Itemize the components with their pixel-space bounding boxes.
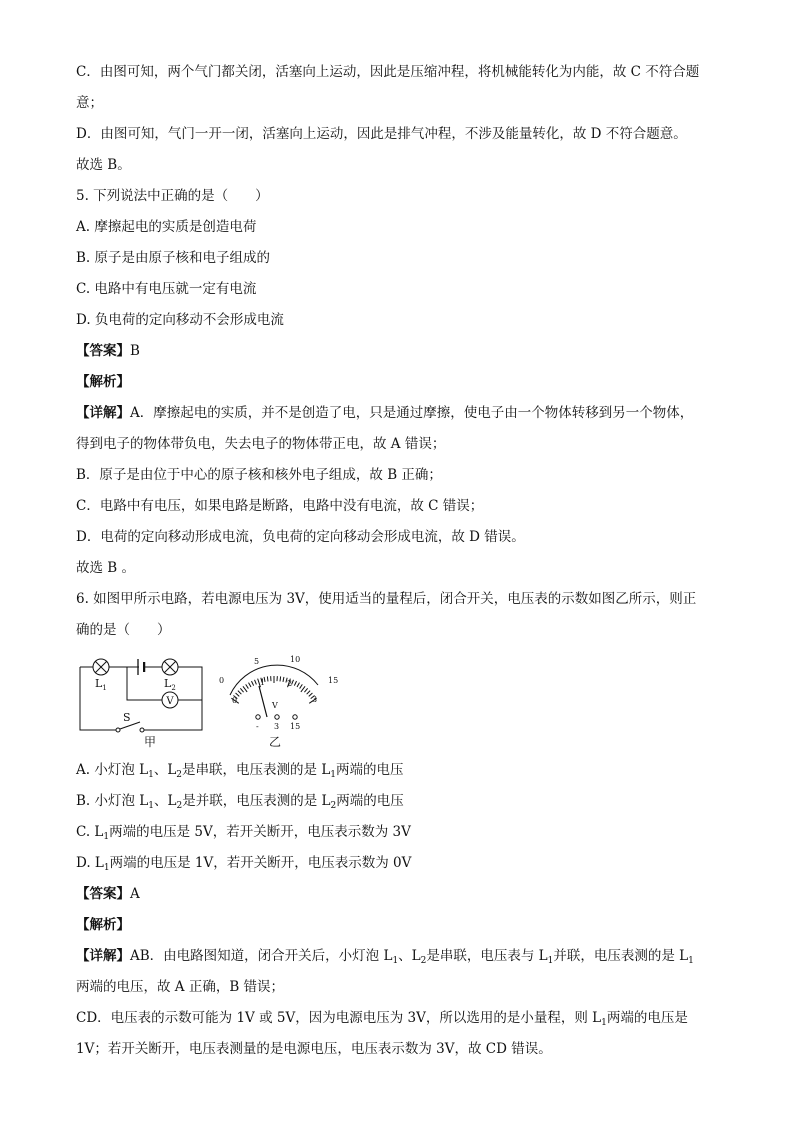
option-6d: D. $L_1$两端的电压是 1V，若开关断开，电压表示数为 0V — [76, 855, 412, 873]
question-6: 6. 如图甲所示电路，若电源电压为 3V，使用适当的量程后，闭合开关，电压表的示数如图乙所示，则正 — [76, 591, 697, 607]
terminal-15 — [293, 715, 297, 719]
detail-text: A．摩擦起电的实质，并不是创造了电，只是通过摩擦，使电子由一个物体转移到另一个物体， — [130, 405, 694, 421]
option-a: A. 摩擦起电的实质是创造电荷 — [76, 219, 257, 235]
circuit-diagram — [80, 659, 202, 735]
dial-tick — [267, 676, 268, 681]
l2-label: $L_2$ — [164, 677, 176, 692]
scale-bottom-3: 3 — [312, 695, 318, 704]
text-line: D．电荷的定向移动形成电流，负电荷的定向移动会形成电流，故 D 错误。 — [76, 529, 525, 545]
detail-label: 【详解】 — [76, 948, 130, 964]
switch-contact — [140, 728, 144, 732]
l1-label: $L_1$ — [95, 677, 107, 692]
text-line: 得到电子的物体带负电，失去电子的物体带正电，故 A 错误； — [76, 436, 446, 452]
scale-bottom-0: 0 — [232, 696, 238, 705]
voltmeter-label: V — [166, 696, 174, 707]
dial-tick — [304, 688, 307, 692]
detail-line: 【详解】AB．由电路图知道，闭合开关后，小灯泡 $L_1$、$L_2$是串联，电压表与 $L_1$并联，电压表测的是 $L_1$ — [76, 948, 694, 966]
terminal-3 — [275, 715, 279, 719]
text-line: 1V；若开关断开，电压表测量的是电源电压，电压表示数为 3V，故 CD 错误。 — [76, 1041, 552, 1057]
option-6a: A. 小灯泡 $L_1$、$L_2$是串联，电压表测的是 $L_1$两端的电压 — [76, 762, 404, 780]
dial-tick — [307, 691, 310, 695]
dial-tick — [249, 683, 251, 687]
circuit-caption: 甲 — [144, 735, 157, 749]
dial-tick — [238, 691, 241, 695]
scale-top-0: 0 — [219, 676, 225, 685]
dial-tick — [301, 686, 305, 692]
text-line: C．由图可知，两个气门都关闭，活塞向上运动，因此是压缩冲程，将机械能转化为内能，故 C 不符合题 — [76, 64, 700, 80]
dial-tick — [240, 688, 243, 692]
option-6b: B. 小灯泡 $L_1$、$L_2$是并联，电压表测的是 $L_2$两端的电压 — [76, 793, 404, 811]
detail-label: 【详解】 — [76, 405, 130, 421]
text-line: 意； — [76, 95, 103, 111]
switch-contact — [116, 728, 120, 732]
dial-tick — [246, 684, 249, 688]
scale-bottom-2: 2 — [287, 679, 293, 688]
text-line: CD．电压表的示数可能为 1V 或 5V，因为电源电压为 3V，所以选用的是小量程，则 $L_1$两端的电压是 — [76, 1010, 688, 1028]
text-line: 故选 B。 — [76, 157, 131, 173]
voltmeter-wire — [178, 667, 202, 700]
option-c: C. 电路中有电压就一定有电流 — [76, 281, 257, 297]
text-line: D．由图可知，气门一开一闭，活塞向上运动，因此是排气冲程，不涉及能量转化，故 D 不符合题意。 — [76, 126, 687, 142]
meter-unit: V — [272, 701, 278, 710]
analysis-label: 【解析】 — [76, 374, 130, 390]
scale-top-10: 10 — [290, 655, 301, 664]
question-5: 5. 下列说法中正确的是（ ） — [76, 188, 269, 204]
dial-tick — [297, 683, 299, 687]
text-line: B．原子是由位于中心的原子核和核外电子组成，故 B 正确； — [76, 467, 442, 483]
question-6-cont: 确的是（ ） — [76, 622, 171, 638]
analysis-label: 【解析】 — [76, 917, 130, 933]
dial-tick — [280, 676, 281, 681]
scale-bottom-1: 1 — [260, 678, 266, 687]
voltmeter-dial — [230, 665, 318, 719]
detail-line — [76, 403, 693, 423]
answer-label: 【答案】 — [76, 343, 130, 359]
text-line: C．电路中有电压，如果电路是断路，电路中没有电流，故 C 错误； — [76, 498, 484, 514]
dial-tick — [294, 681, 296, 686]
dial-tick — [255, 680, 257, 685]
answer-value: A — [130, 886, 140, 902]
answer-6 — [76, 884, 140, 904]
dial-tick — [283, 677, 284, 682]
dial-tick — [251, 681, 253, 686]
meter-needle — [259, 686, 267, 717]
option-d: D. 负电荷的定向移动不会形成电流 — [76, 312, 284, 328]
answer-5 — [76, 341, 140, 361]
meter-caption: 乙 — [269, 735, 282, 749]
switch-label: S — [123, 711, 131, 724]
terminal-label: 3 — [274, 722, 280, 731]
scale-top-15: 15 — [328, 676, 339, 685]
text-line: 故选 B 。 — [76, 560, 136, 576]
terminal-label: 15 — [290, 722, 301, 731]
circuit-and-meter-figure — [72, 650, 352, 750]
scale-top-5: 5 — [254, 657, 260, 666]
text-line: 两端的电压，故 A 正确，B 错误； — [76, 979, 285, 995]
dial-tick — [243, 686, 247, 692]
option-6c: C. $L_1$两端的电压是 5V，若开关断开，电压表示数为 3V — [76, 824, 411, 842]
option-b: B. 原子是由原子核和电子组成的 — [76, 250, 271, 266]
answer-label: 【答案】 — [76, 886, 130, 902]
terminal-minus — [256, 715, 260, 719]
answer-value: B — [130, 343, 140, 359]
dial-tick — [300, 684, 303, 688]
terminal-label: - — [256, 722, 259, 731]
